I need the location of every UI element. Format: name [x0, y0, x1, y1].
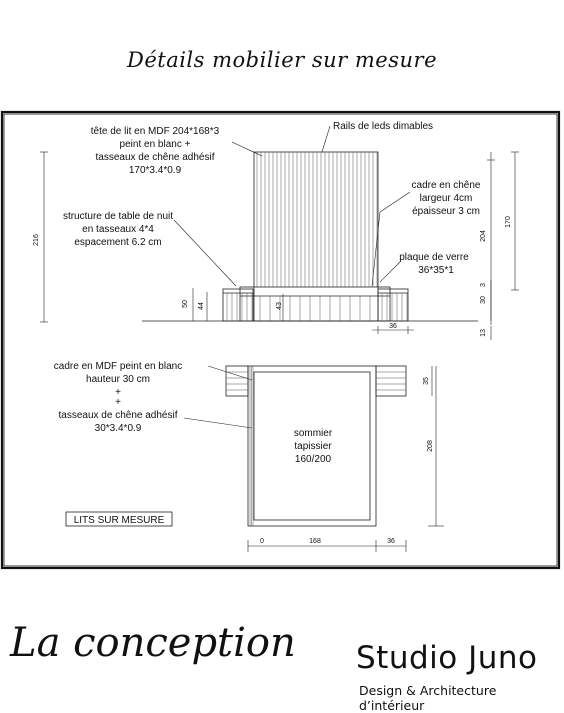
- caption-text: LITS SUR MESURE: [73, 515, 165, 526]
- brand-subtitle: Design & Architecture d’intérieur: [359, 683, 497, 713]
- dim-168: 168: [309, 538, 321, 545]
- nightstand-label-2: en tasseaux 4*4: [82, 224, 154, 235]
- nightstand-label-1: structure de table de nuit: [62, 211, 174, 222]
- labels: [33, 121, 512, 545]
- oak-frame-label-3: épaisseur 3 cm: [412, 206, 480, 217]
- dim-170: 170: [505, 216, 512, 228]
- leds-label: Rails de leds dimables: [333, 121, 434, 132]
- mattress-label-1: sommier: [293, 428, 333, 439]
- leader-lines: [174, 126, 410, 428]
- mattress-label-2: tapissier: [294, 441, 332, 452]
- dim-216: 216: [33, 234, 40, 246]
- page-title: Détails mobilier sur mesure: [126, 48, 438, 72]
- right-nightstand-plan: [376, 366, 406, 396]
- mdf-frame-label-4: +: [115, 397, 121, 408]
- mdf-frame-label-2: hauteur 30 cm: [86, 374, 150, 385]
- dim-36-plan: 36: [387, 538, 395, 545]
- plan-dims: [248, 366, 444, 552]
- left-nightstand-plan: [226, 366, 248, 396]
- dim-0: 0: [260, 538, 264, 545]
- dim-44: 44: [198, 302, 205, 310]
- glass-label-1: plaque de verre: [399, 252, 469, 263]
- dim-43: 43: [276, 302, 283, 310]
- oak-frame-label-2: largeur 4cm: [419, 193, 473, 204]
- glass-label-2: 36*35*1: [418, 265, 454, 276]
- oak-frame-label-1: cadre en chêne: [411, 180, 481, 191]
- nightstand-label-3: espacement 6.2 cm: [74, 237, 162, 248]
- mdf-frame-label-1: cadre en MDF peint en blanc: [53, 361, 183, 372]
- footer-script-title: La conception: [10, 620, 296, 666]
- bed-base: [240, 287, 390, 321]
- dim-30: 30: [480, 296, 487, 304]
- headboard-label-3: tasseaux de chêne adhésif: [95, 152, 215, 163]
- left-nightstand: [223, 289, 253, 321]
- headboard-slats: [257, 152, 377, 287]
- mdf-frame-label-5: tasseaux de chêne adhésif: [58, 410, 178, 421]
- dim-13: 13: [480, 329, 487, 337]
- dim-36-elevation: 36: [389, 323, 397, 330]
- headboard-label-2: peint en blanc +: [119, 139, 191, 150]
- right-nightstand: [378, 289, 408, 321]
- dim-35: 35: [423, 377, 430, 385]
- mdf-frame-label-6: 30*3.4*0.9: [94, 423, 142, 434]
- mattress-label-3: 160/200: [294, 454, 332, 465]
- elevation-view: [142, 152, 478, 321]
- dim-208: 208: [427, 440, 434, 452]
- dim-204: 204: [480, 230, 487, 242]
- brand-name: Studio Juno: [356, 640, 538, 676]
- headboard-label-4: 170*3.4*0.9: [128, 165, 182, 176]
- headboard-label-1: tête de lit en MDF 204*168*3: [90, 126, 220, 137]
- dim-50: 50: [182, 300, 189, 308]
- dim-3: 3: [480, 283, 487, 287]
- mdf-frame-label-3: +: [115, 387, 121, 398]
